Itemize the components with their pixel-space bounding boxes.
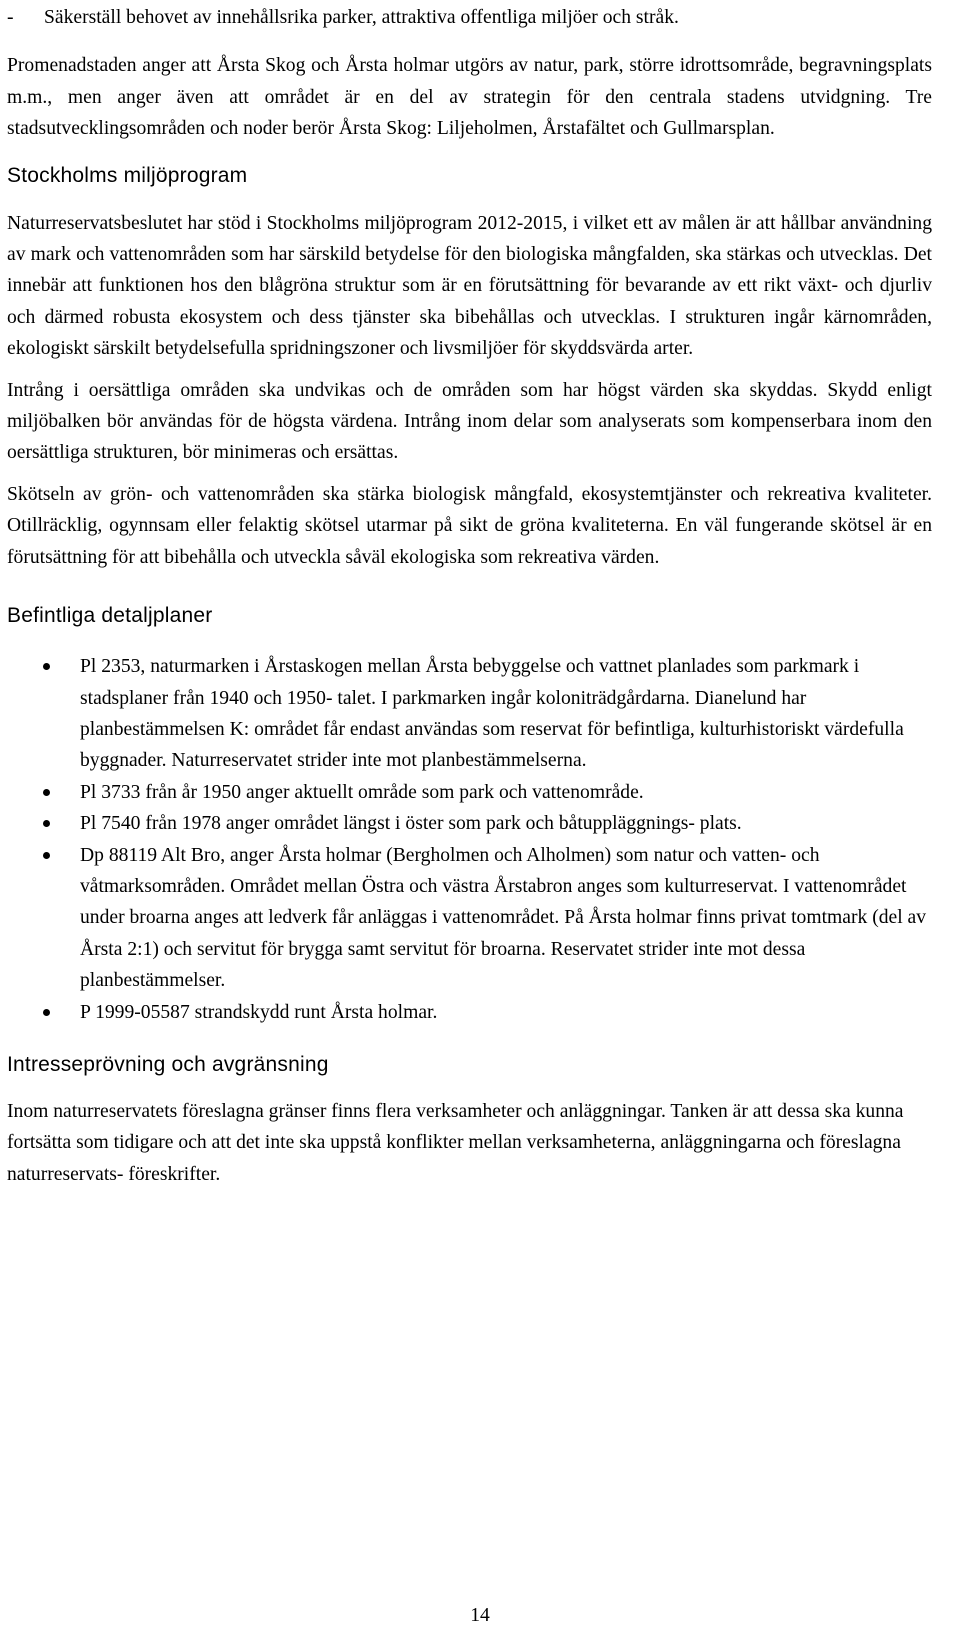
list-item: [7, 777, 932, 808]
miljoprogram-paragraph-1: Naturreservatsbeslutet har stöd i Stockholms miljöprogram 2012-2015, i vilket ett av målen är att hållbar användning av mark och vattenområden som har särskild betydelse för den biologiska mångfalden, ska stärkas och utvecklas. Det innebär att funktionen hos den blågröna struktur som är en förutsättning för bevarande av ett rikt växt- och djurliv och därmed robusta ekosystem och dess tjänster ska bibehållas och utvecklas. I strukturen ingår kärnområden, ekologiskt särskilt betydelsefulla spridningszoner och livsmiljöer för skyddsvärda arter.: [7, 212, 932, 360]
section-heading-intresseprovning: Intresseprövning och avgränsning: [7, 1052, 329, 1076]
section-heading-miljoprogram: Stockholms miljöprogram: [7, 163, 248, 187]
miljoprogram-paragraph-3: Skötseln av grön- och vattenområden ska stärka biologisk mångfald, ekosystemtjänster och rekreativa kvaliteter. Otillräcklig, ogynnsam eller felaktig skötsel utarmar på sikt de gröna kvaliteterna. En väl fungerande skötsel är en förutsättning för att bibehålla och utveckla såväl ekologiska som rekreativa värden.: [7, 483, 932, 568]
list-item-text: Pl 3733 från år 1950 anger aktuellt område som park och vattenområde.: [80, 781, 644, 803]
detaljplaner-list: [7, 651, 932, 1028]
section-heading-detaljplaner: Befintliga detaljplaner: [7, 604, 213, 628]
list-item: [7, 997, 932, 1028]
dash-item-text: Säkerställ behovet av innehållsrika parker, attraktiva offentliga miljöer och stråk.: [44, 7, 679, 28]
dash-list-item: [7, 2, 932, 33]
list-item-text: Dp 88119 Alt Bro, anger Årsta holmar (Bergholmen och Alholmen) som natur och vatten- och våtmarksområden. Området mellan Östra och västra Årstabron anges som kulturreservat. I vattenområdet under broarna anges att ledverk får anläggas i vattenområdet. På Årsta holmar finns privat tomtmark (del av Årsta 2:1) och servitut för brygga samt servitut för broarna. Reservatet strider inte mot dessa planbestämmelser.: [80, 844, 927, 992]
page-number: 14: [470, 1605, 490, 1626]
bullet-icon: [43, 1009, 50, 1016]
dash-marker: -: [7, 7, 14, 28]
miljoprogram-paragraph-2: Intrång i oersättliga områden ska undvikas och de områden som har högst värden ska skyddas. Skydd enligt miljöbalken bör användas för de högsta värdena. Intrång inom delar som analyserats som kompenserbara inom den oersättliga strukturen, bör minimeras och ersättas.: [7, 379, 932, 464]
list-item: [7, 840, 932, 997]
list-item-text: P 1999-05587 strandskydd runt Årsta holmar.: [80, 1001, 438, 1023]
list-item-text: Pl 2353, naturmarken i Årstaskogen mellan Årsta bebyggelse och vattnet planlades som parkmark i stadsplaner från 1940 och 1950- talet. I parkmarken ingår koloniträdgårdarna. Dianelund har planbestämmelsen K: området får endast användas som reservat för befintliga, kulturhistoriskt värdefulla byggnader. Naturreservatet strider inte mot planbestämmelserna.: [80, 656, 904, 772]
bullet-icon: [43, 789, 50, 796]
bullet-icon: [43, 820, 50, 827]
list-item: [7, 808, 932, 839]
document-page: [7, 2, 932, 1190]
promenadstaden-paragraph: Promenadstaden anger att Årsta Skog och Årsta holmar utgörs av natur, park, större idrottsområde, begravningsplats m.m., men anger även att området är en del av strategin för den centrala stadens utvidgning. Tre stadsutvecklingsområden och noder berör Årsta Skog: Liljeholmen, Årstafältet och Gullmarsplan.: [7, 55, 932, 140]
list-item: [7, 651, 932, 777]
list-item-text: Pl 7540 från 1978 anger området längst i öster som park och båtuppläggnings- plats.: [80, 813, 742, 835]
intresseprovning-paragraph: Inom naturreservatets föreslagna gränser finns flera verksamheter och anläggningar. Tanken är att dessa ska kunna fortsätta som tidigare och att det inte ska uppstå konflikter mellan verksamheterna, anläggningarna och föreslagna naturreservats- föreskrifter.: [7, 1100, 904, 1185]
bullet-icon: [43, 852, 50, 859]
bullet-icon: [43, 663, 50, 670]
